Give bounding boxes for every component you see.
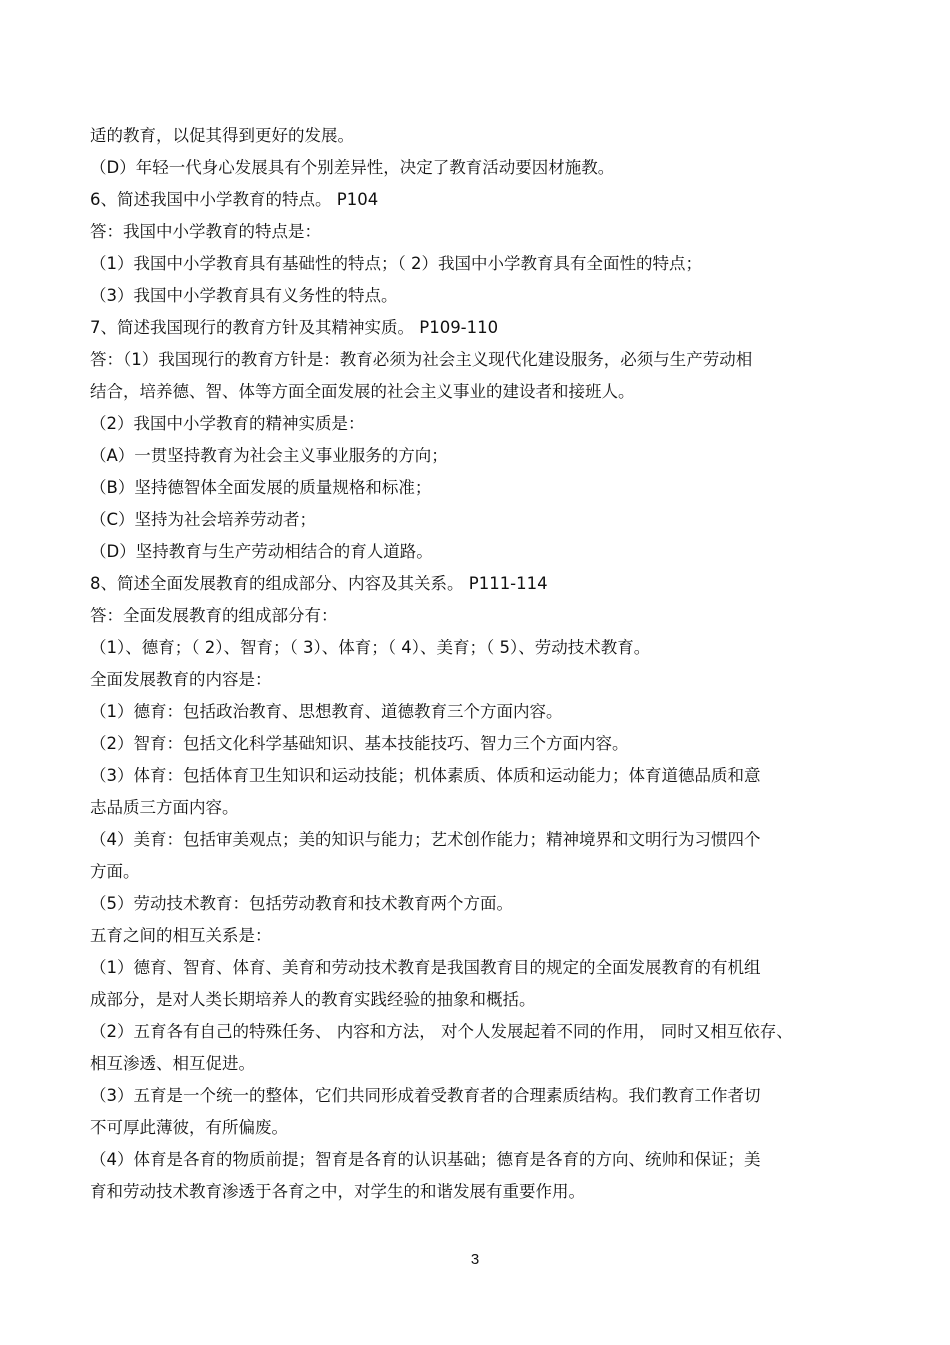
text-line: （3）体育：包括体育卫生知识和运动技能；机体素质、体质和运动能力；体育道德品质和意 [90, 766, 761, 785]
text-line: 答：（1）我国现行的教育方针是：教育必须为社会主义现代化建设服务，必须与生产劳动相 [90, 350, 753, 369]
text-line: （A）一贯坚持教育为社会主义事业服务的方向； [90, 446, 448, 465]
text-line: （1）、德育；（ 2）、智育；（ 3）、体育；（ 4）、美育；（ 5）、劳动技术教育。 [90, 638, 651, 657]
question-heading: 7、简述我国现行的教育方针及其精神实质。 P109-110 [90, 318, 499, 337]
text-line: 五育之间的相互关系是： [90, 926, 272, 945]
text-line: （2）智育：包括文化科学基础知识、基本技能技巧、智力三个方面内容。 [90, 734, 629, 753]
text-line: 志品质三方面内容。 [90, 798, 239, 817]
text-line: 不可厚此薄彼，有所偏废。 [90, 1118, 288, 1137]
text-line: （1）我国中小学教育具有基础性的特点；（ 2）我国中小学教育具有全面性的特点； [90, 254, 702, 273]
text-line: （C）坚持为社会培养劳动者； [90, 510, 317, 529]
text-line: （1）德育、智育、体育、美育和劳动技术教育是我国教育目的规定的全面发展教育的有机组 [90, 958, 761, 977]
text-line: 成部分，是对人类长期培养人的教育实践经验的抽象和概括。 [90, 990, 536, 1009]
text-line: （B）坚持德智体全面发展的质量规格和标准； [90, 478, 432, 497]
text-line: 结合，培养德、智、体等方面全面发展的社会主义事业的建设者和接班人。 [90, 382, 635, 401]
text-line: 全面发展教育的内容是： [90, 670, 272, 689]
text-line: （4）美育：包括审美观点；美的知识与能力；艺术创作能力；精神境界和文明行为习惯四个 [90, 830, 761, 849]
text-line: （D）坚持教育与生产劳动相结合的育人道路。 [90, 542, 433, 561]
text-line: 答：全面发展教育的组成部分有： [90, 606, 338, 625]
page-number: 3 [470, 1251, 480, 1268]
question-heading: 8、简述全面发展教育的组成部分、内容及其关系。 P111-114 [90, 574, 548, 593]
text-line: 答：我国中小学教育的特点是： [90, 222, 321, 241]
text-line: （5）劳动技术教育：包括劳动教育和技术教育两个方面。 [90, 894, 513, 913]
text-line: （2）五育各有自己的特殊任务、 内容和方法， 对个人发展起着不同的作用， 同时又相互依存、 [90, 1022, 793, 1041]
text-line: （D）年轻一代身心发展具有个别差异性，决定了教育活动要因材施教。 [90, 158, 615, 177]
text-line: （3）五育是一个统一的整体，它们共同形成着受教育者的合理素质结构。我们教育工作者切 [90, 1086, 761, 1105]
question-heading: 6、简述我国中小学教育的特点。 P104 [90, 190, 379, 209]
text-line: 适的教育，以促其得到更好的发展。 [90, 126, 354, 145]
text-line: 育和劳动技术教育渗透于各育之中，对学生的和谐发展有重要作用。 [90, 1182, 585, 1201]
text-line: （2）我国中小学教育的精神实质是： [90, 414, 365, 433]
text-line: 方面。 [90, 862, 140, 881]
text-line: （4）体育是各育的物质前提；智育是各育的认识基础；德育是各育的方向、统帅和保证；美 [90, 1150, 761, 1169]
text-line: （1）德育：包括政治教育、思想教育、道德教育三个方面内容。 [90, 702, 563, 721]
text-line: （3）我国中小学教育具有义务性的特点。 [90, 286, 398, 305]
text-line: 相互渗透、相互促进。 [90, 1054, 255, 1073]
